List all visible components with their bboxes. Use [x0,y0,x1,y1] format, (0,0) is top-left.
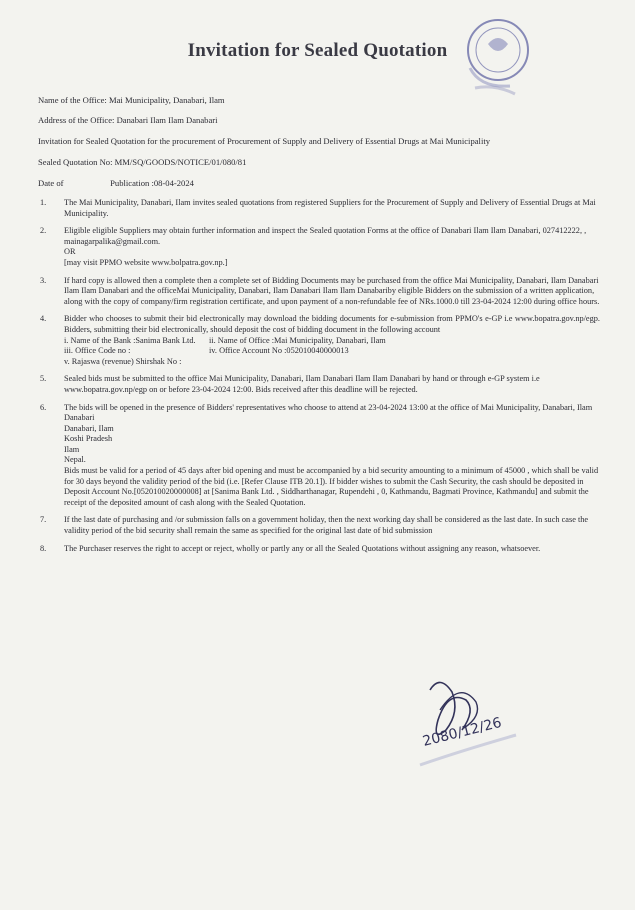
address-line: Koshi Pradesh [64,434,113,444]
publication-date [38,178,194,188]
handwritten-signature [410,670,550,770]
clause-list [40,198,600,561]
clause-item: 7. If the last date of purchasing and /or submission falls on a government holiday, then the next working day shall be considered as the last date. In such case the validity period of the bid security shall remain the same as specified for the original last date of bid submission [40,515,600,536]
clause-text: Bidder who chooses to submit their bid electronically may download the bidding documents for e-submission from PPMO's e-GP i.e www.bopatra.gov.np/egp. Bidders, submitting their bid electronically, should deposit the cost of bidding document in the following account [64,314,600,334]
clause-or: OR [64,247,76,257]
address-line: Danabari, Ilam [64,423,114,433]
clause-item: 4. Bidder who chooses to submit their bid electronically may download the bidding documents for e-submission from PPMO's e-GP i.e www.bopatra.gov.np/egp. Bidders, submitting their bid electronically, should deposit the cost of bidding document in the following account i. Name of the Bank :Sanima Bank Ltd. ii. Name of Office :Mai Municipality, Danabari, Ilam iii. Office Code no : iv. Office Account No :052010040000013 v. Rajaswa (revenue) Shirshak No : [40,314,600,366]
clause-text: The Mai Municipality, Danabari, Ilam invites sealed quotations from registered Suppliers for the Procurement of Supply and Delivery of Essential Drugs at Mai Municipality. [64,198,596,218]
clause-text: If the last date of purchasing and /or submission falls on a government holiday, then the next working day shall be considered as the last date. In such case the validity period of the bid security shall remain the same as specified for the original last date of bid submission [64,515,589,536]
clause-text: Eligible eligible Suppliers may obtain further information and inspect the Sealed quotation Forms at the office of Danabari Ilam Ilam Danabari, 027412222, , mainagarpalika@gmail.com. [64,226,587,246]
office-name: Name of the Office: Mai Municipality, Danabari, Ilam [38,95,225,105]
clause-item: 3. If hard copy is allowed then a complete then a complete set of Bidding Documents may be purchased from the office Mai Municipality, Danabari, Ilam Danabari Ilam Ilam Danabari and the officeMai Municipality, Danabari, Ilam Danabari Ilam Ilam Danabariby eligible Bidders on the submission of a written application, along with the copy of company/firm registration certificate, and upon payment of a non-refundable fee of NRs.1000.0 till 23-04-2024 12:00 during office hours. [40,275,600,306]
clause-extra: [may visit PPMO website www.bolpatra.gov.np.] [64,257,228,267]
clause-item: 6. The bids will be opened in the presence of Bidders' representatives who choose to attend at 23-04-2024 13:00 at the office of Mai Municipality, Danabari, Ilam Danabari Danabari, Ilam Koshi Pradesh Ilam Nepal. Bids must be valid for a period of 45 days after bid opening and must be accompanied by a bid security amounting to a minimum of 45000 , which shall be valid for 30 days beyond the validity period of the bid (i.e. [Refer Clause ITB 20.1]). If bidder wishes to submit the Cash Security, the cash should be deposited in Deposit Account No.[052010020000008] at [Sanima Bank Ltd. , Siddharthanagar, Rupendehi , 0, Kathmandu, Bagmati Province, Kathmandu] and submit the receipt of the deposited amount of cash along with the Sealed Quotation. [40,402,599,507]
clause-text: If hard copy is allowed then a complete then a complete set of Bidding Documents may be purchased from the office Mai Municipality, Danabari, Ilam Danabari Ilam Ilam Danabari and the officeMai Municipality, Danabari, Ilam Danabari Ilam Ilam Danabariby eligible Bidders on the submission of a written application, along with the copy of company/firm registration certificate, and upon payment of a non-refundable fee of NRs.1000.0 till 23-04-2024 12:00 during office hours. [64,275,600,306]
date-label: Date of [38,178,64,188]
account-row: i. Name of the Bank :Sanima Bank Ltd. ii. Name of Office :Mai Municipality, Danabari, Ilam [64,335,386,345]
account-row: v. Rajaswa (revenue) Shirshak No : [64,356,182,366]
clause-item: 1. The Mai Municipality, Danabari, Ilam invites sealed quotations from registered Suppliers for the Procurement of Supply and Delivery of Essential Drugs at Mai Municipality. [40,198,600,219]
office-address: Address of the Office: Danabari Ilam Ilam Danabari [38,115,218,125]
clause-text: The Purchaser reserves the right to accept or reject, wholly or partly any or all the Sealed Quotations without assigning any reason, whatsoever. [64,543,541,553]
address-line: Ilam [64,444,80,454]
publication-value: Publication :08-04-2024 [110,178,194,188]
signature-date: 2080/12/26 [421,714,504,750]
document-title: Invitation for Sealed Quotation [187,40,448,61]
clause-item: 8. The Purchaser reserves the right to accept or reject, wholly or partly any or all the Sealed Quotations without assigning any reason, whatsoever. [40,544,600,555]
quotation-number: Sealed Quotation No: MM/SQ/GOODS/NOTICE/01/080/81 [38,157,247,167]
address-line: Danabari [64,413,95,423]
account-row: iii. Office Code no : iv. Office Account No :052010040000013 [64,346,349,356]
invitation-line: Invitation for Sealed Quotation for the procurement of Procurement of Supply and Delivery of Essential Drugs at Mai Municipality [38,136,491,146]
clause-item: 2. Eligible eligible Suppliers may obtain further information and inspect the Sealed quotation Forms at the office of Danabari Ilam Ilam Danabari, 027412222, , mainagarpalika@gmail.com. OR [may visit PPMO website www.bolpatra.gov.np.] [40,226,600,268]
address-line: Nepal. [64,455,86,465]
clause-text: Sealed bids must be submitted to the office Mai Municipality, Danabari, Ilam Danabari Ilam Ilam Danabari by hand or through e-GP system i.e www.bopatra.gov.np/egp on or before 23-04-2024 12:00. Bids received after this deadline will be rejected. [64,374,540,394]
clause-extra: Bids must be valid for a period of 45 days after bid opening and must be accompanied by a bid security amounting to a minimum of 45000 , which shall be valid for 30 days beyond the validity period of the bid (i.e. [Refer Clause ITB 20.1]). If bidder wishes to submit the Cash Security, the cash should be deposited in Deposit Account No.[052010020000008] at [Sanima Bank Ltd. , Siddharthanagar, Rupendehi , 0, Kathmandu, Bagmati Province, Kathmandu] and submit the receipt of the deposited amount of cash along with the Sealed Quotation. [64,466,599,507]
clause-item: 5. Sealed bids must be submitted to the office Mai Municipality, Danabari, Ilam Danabari Ilam Ilam Danabari by hand or through e-GP system i.e www.bopatra.gov.np/egp on or before 23-04-2024 12:00. Bids received after this deadline will be rejected. [40,374,600,395]
clause-text: The bids will be opened in the presence of Bidders' representatives who choose to attend at 23-04-2024 13:00 at the office of Mai Municipality, Danabari, Ilam [64,402,593,412]
